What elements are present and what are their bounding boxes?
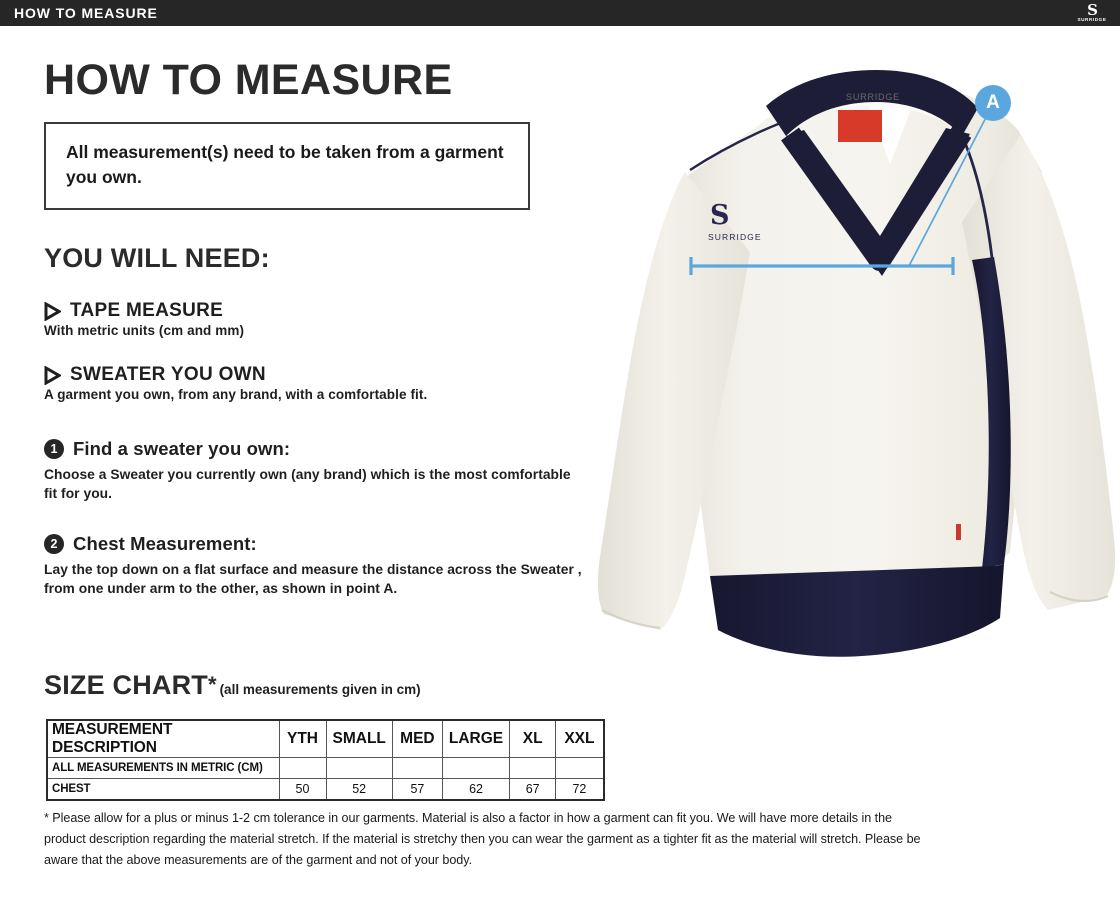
column-header-yth: YTH (279, 720, 326, 758)
notice-box (44, 122, 530, 210)
need-sublabel: With metric units (cm and mm) (44, 323, 245, 338)
step-body: Lay the top down on a flat surface and measure the distance across the Sweater , from one under arm to the other, as shown in point A. (44, 562, 582, 596)
page-title: HOW TO MEASURE (44, 56, 453, 104)
surridge-logo (1070, 1, 1114, 25)
top-bar-title: HOW TO MEASURE (14, 5, 158, 21)
step-item-2 (44, 533, 624, 598)
need-sublabel: A garment you own, from any brand, with a comfortable fit. (44, 387, 428, 402)
step-number-badge: 1 (44, 439, 64, 459)
cell-value (326, 758, 392, 779)
table-row (47, 779, 604, 800)
cell-value: 52 (326, 779, 392, 800)
cell-value: 62 (442, 779, 509, 800)
step-body: Choose a Sweater you currently own (any brand) which is the most comfortable fit for you. (44, 467, 571, 501)
top-bar (0, 0, 1120, 26)
cell-value: 57 (392, 779, 442, 800)
need-label: SWEATER YOU OWN (70, 364, 266, 385)
cell-value (392, 758, 442, 779)
cell-value (510, 758, 556, 779)
callout-marker-a: A (975, 85, 1011, 121)
side-red-tag (956, 524, 961, 540)
red-brand-tag (838, 110, 882, 142)
notice-text: All measurement(s) need to be taken from a garment you own. (66, 142, 504, 187)
neck-label-text: SURRIDGE (846, 92, 900, 102)
triangle-bullet-icon (44, 302, 61, 321)
size-chart-table (46, 719, 605, 801)
step-title: Chest Measurement: (73, 533, 257, 554)
column-header-small: SMALL (326, 720, 392, 758)
step-number-badge: 2 (44, 534, 64, 554)
svg-text:SURRIDGE: SURRIDGE (708, 232, 762, 242)
row-label: CHEST (47, 779, 279, 800)
cell-value: 50 (279, 779, 326, 800)
size-chart-heading-asterisk: * (208, 672, 217, 697)
size-chart-heading (44, 670, 421, 701)
need-label: TAPE MEASURE (70, 300, 224, 321)
size-chart-heading-main: SIZE CHART (44, 670, 208, 700)
cell-value: 67 (510, 779, 556, 800)
footnote-text: * Please allow for a plus or minus 1-2 cm tolerance in our garments. Material is also a factor in how a garment can fit you. We will have more details in the product description regarding the material stretch. If the material is stretchy then you can wear the garment as a tighter fit as the material will stretch. Please be aware that the above measurements are of the garment and not of your body. (44, 811, 921, 867)
cell-value (279, 758, 326, 779)
column-header-xxl: XXL (556, 720, 604, 758)
cell-value (556, 758, 604, 779)
column-header-large: LARGE (442, 720, 509, 758)
sweater-product-image (590, 52, 1120, 692)
row-label: ALL MEASUREMENTS IN METRIC (CM) (47, 758, 279, 779)
size-chart-heading-sub: (all measurements given in cm) (219, 682, 421, 697)
column-header-xl: XL (510, 720, 556, 758)
triangle-bullet-icon (44, 366, 61, 385)
instructions-column (44, 56, 624, 598)
need-item-tape-measure (44, 300, 624, 338)
step-item-1 (44, 438, 624, 503)
table-row (47, 758, 604, 779)
cell-value: 72 (556, 779, 604, 800)
svg-text:S: S (710, 200, 728, 231)
column-header-med: MED (392, 720, 442, 758)
need-item-sweater-you-own (44, 364, 624, 402)
step-title: Find a sweater you own: (73, 438, 291, 459)
brand-wordmark: SURRIDGE (1077, 16, 1107, 22)
table-header-row (47, 720, 604, 758)
cell-value (442, 758, 509, 779)
brand-s-mark: S (1087, 0, 1097, 19)
hem-band (710, 564, 1004, 657)
you-will-need-heading: YOU WILL NEED: (44, 243, 270, 273)
column-header-description: MEASUREMENT DESCRIPTION (47, 720, 279, 758)
